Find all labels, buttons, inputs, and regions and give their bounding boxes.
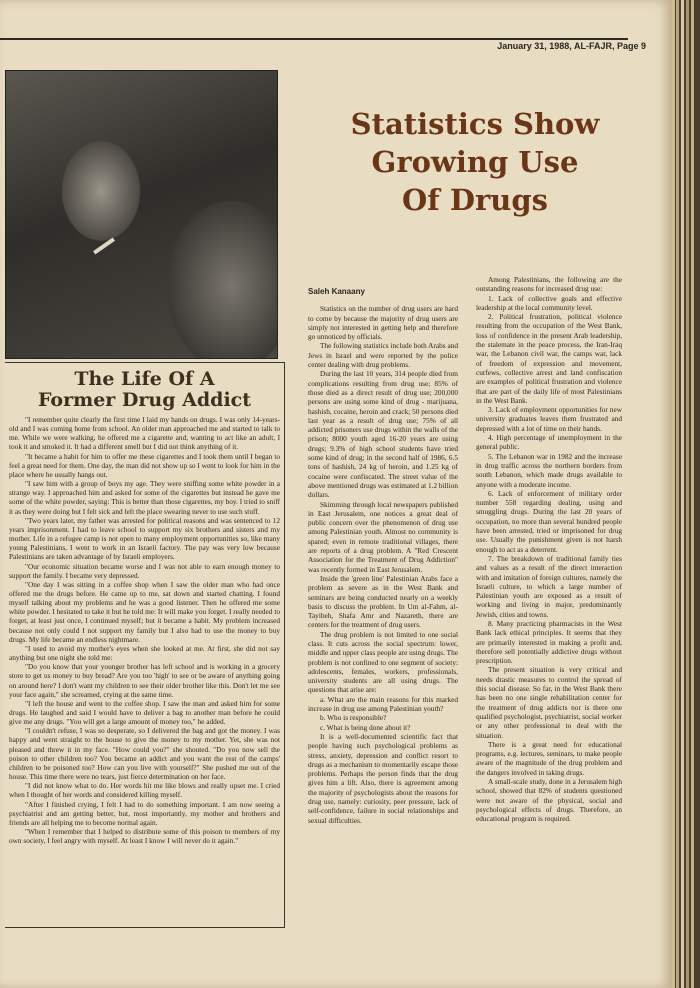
article-paragraph: The following statistics include both Arabs and Jews in Israel and were reported by the police center dealing with drug problems.	[308, 341, 458, 370]
article-paragraph: Statistics on the number of drug users are hard to come by because the majority of drug users are simply not interested in getting help and therefore go unnoticed by officials.	[308, 304, 458, 342]
sidebar-paragraph: "I did not know what to do. Her words hit me like blows and really upset me. I cried when I thought of her words and considered killing myself.	[9, 781, 280, 800]
sidebar-paragraph: "I remember quite clearly the first time I laid my hands on drugs. I was only 14-years-old and I was coming home from school. An older man approached me and started to talk to me. While we were walking, he offered me a cigarette and, wanting to act like an adult, I took it and smoked it. It had a different smell but I did not think anything of it.	[9, 415, 280, 452]
article-paragraph: c. What is being done about it?	[320, 722, 411, 732]
article-paragraph: 3. Lack of employment opportunities for new university graduates leaves them frustrated and depressed with a lot of time on their hands.	[476, 405, 622, 433]
article-paragraph: It is a well-documented scientific fact that people having such psychological problems as stress, anxiety, depression and conflict resort to drugs as a mechanism to momentarily escape those problems. Perhaps the person finds that the drug gives him a lift. Also, there is agreement among the majority of psychologists about the reasons for drug use, namely: curiosity, peer pressure, lack of self-confidence, failure in social relationships and sexual difficulties.	[308, 731, 458, 825]
headline-line-2: Growing Use	[371, 145, 579, 179]
article-paragraph: 2. Political frustration, political violence resulting from the occupation of the West Bank, loss of confidence in the present Arab leadership, the stalemate in the peace process, the Iran-Iraq war, the Lebanon civil war, the camps war, lack of freedom of expression and movement, curfews, collective arrest and land confiscation are examples of political frustration and violence that are part of the daily life of most Palestinians in the West Bank.	[476, 312, 622, 405]
headline-line-3: Of Drugs	[402, 183, 548, 217]
article-paragraph: There is a great need for educational programs, e.g. lectures, seminars, to make people aware of the magnitude of the drug problem and the dangers involved in taking drugs.	[476, 739, 622, 777]
article-paragraph: b. Who is responsible?	[320, 713, 387, 723]
page-edge	[672, 0, 675, 988]
sidebar-paragraph: "One day I was sitting in a coffee shop when I saw the older man who had once offered me the drugs before. He came up to me, sat down and started chatting. I found myself talking about my problems and he was a good listener. Then he offered me some white powder. I hesitated to take it but he told me: It will make you forget. I really needed to forget, at least just once, I continued myself; but it became a habit. My problem increased because not only could I not support my family but I also had to use the money to buy drugs. My life became an endless nightmare.	[9, 579, 280, 644]
sidebar-story	[5, 362, 285, 928]
article-paragraph: a. What are the main reasons for this marked increase in drug use among Palestinian youth?	[308, 694, 458, 714]
article-paragraph: Among Palestinians, the following are the outstanding reasons for increased drug use:	[476, 275, 622, 294]
page-edge	[686, 0, 689, 988]
page-header: January 31, 1988, AL-FAJR, Page 9	[497, 41, 646, 51]
article-paragraph: Skimming through local newspapers published in East Jerusalem, one notices a great deal of public concern over the phenomenon of drug use among Palestinian youth. Almost no community is spared; even in remote traditional villages, there are reports of a drug problem. A "Red Crescent Association for the Treatment of Drug Addiction" was recently formed in East Jerusalem.	[308, 499, 458, 574]
sidebar-body	[5, 415, 284, 845]
cigarette-shape	[93, 237, 115, 254]
article-paragraph: 5. The Lebanon war in 1982 and the increase in drug traffic across the northern borders from south Lebanon, which made drugs available to anyone with a moderate income.	[476, 451, 622, 489]
sidebar-title-line-2: Former Drug Addict	[37, 389, 252, 411]
sidebar-paragraph: "After I finished crying, I felt I had to do something important. I am now seeing a psychiatrist and am getting better, but, most importantly, my mother and brothers and friends are all helping me to become normal again.	[9, 799, 280, 827]
article-paragraph: 1. Lack of collective goals and effective leadership at the local community level.	[476, 293, 622, 312]
headline-line-1: Statistics Show	[350, 107, 600, 141]
page-edge	[676, 0, 679, 988]
sidebar-paragraph: "Do you know that your younger brother has left school and is working in a grocery store to get us money to buy bread? Are you too 'high' to see or be aware of anything going on around here? I don't want my children to see their older brother like this. Don't let me see your face again," she screamed, crying at the same time.	[9, 662, 280, 699]
sidebar-paragraph: "I used to avoid my mother's eyes when she looked at me. At first, she did not say anything but one night she told me:	[9, 643, 280, 663]
article-headline	[300, 105, 650, 219]
page-edge	[691, 0, 694, 988]
article-paragraph: Inside the 'green line' Palestinian Arabs face a problem as severe as in the West Bank and seminars are being conducted nearly on a weekly basis to discuss the problem. In Um al-Fahm, al-Tayibeh, Shafa Amr and Nazareth, there are centers for the treatment of drug users.	[308, 573, 458, 630]
article-paragraph: The drug problem is not limited to one social class. It cuts across the social spectrum: lower, middle and upper class people are using drugs. The problem is not confined to one segment of society: adolescents, females, workers, professionals, university students are all using drugs. The questions that arise are:	[308, 629, 458, 695]
sidebar-paragraph: "When I remember that I helped to distribute some of this poison to members of my own society, I feel angry with myself. At least I know I will never do it again."	[9, 827, 280, 846]
article-paragraph: During the last 10 years, 314 people died from complications resulting from drug use; 85% of those died as a direct result of drug use; 200,000 persons are using some kind of drug - marijuana, hashish, cocaine, heroin and crack; 50 persons died last year as a result of drug use; 75% of all addicted prisoners use drugs within the walls of the prison; 8000 youth aged 16-20 years are using drugs; 9.3% of high school students have tried some kind of drug; in the second half of 1986, 6.5 tons of hashish, 24 kg of heroin, and 1.25 kg of cocaine were confiscated. The street value of the above mentioned drugs was estimated at 1.2 billion dollars.	[308, 369, 458, 500]
article-paragraph: 7. The breakdown of traditional family ties and values as a result of the direct interaction with and imitation of foreign cultures, namely the Israeli culture, to which a large number of Palestinian youth are exposed as a result of working and living in major, predominantly Jewish, cities and towns.	[476, 553, 622, 619]
sidebar-paragraph: "I left the house and went to the coffee shop. I saw the man and asked him for some drugs. He laughed and said I would have to deliver a bag to another man before he could give me any drugs. "You will get a large amount of money too," he added.	[9, 698, 280, 727]
sidebar-paragraph: "Our economic situation became worse and I was not able to earn enough money to support the family. I became very depressed.	[9, 561, 280, 580]
article-paragraph: 4. High percentage of unemployment in the general public.	[476, 433, 622, 452]
sidebar-title-line-1: The Life Of A	[74, 368, 215, 390]
sidebar-paragraph: "I saw him with a group of boys my age. They were sniffing some white powder in a strange way. I approached him and asked for some of the cigarettes but instead he gave me some of the white powder, saying: This is better than those cigarettes, my boy. I tried to sniff it as they were doing but I felt sick and left the place swearing never to use such stuff.	[9, 479, 280, 516]
sidebar-paragraph: "It became a habit for him to offer me these cigarettes and I took them until I began to feel a great need for them. One day, the man did not show up so I went to look for him in the place where he usually hangs out.	[9, 451, 280, 479]
sidebar-paragraph: "Two years later, my father was arrested for political reasons and was sentenced to 12 years imprisonment. I had to leave school to support my six brothers and sisters and my mother. Life in a refugee camp is not open to many employment opportunities so, like many young Palestinians, I went to work in an Israeli factory. The pay was very low because Palestinians are taken advantage of by Israeli employers.	[9, 515, 280, 562]
header-rule	[0, 38, 628, 40]
article-paragraph: 8. Many practicing pharmacists in the West Bank lack ethical principles. It seems that they are primarily interested in making a profit and, therefore sell potentially addictive drugs without prescription.	[476, 618, 622, 666]
sidebar-paragraph: "I couldn't refuse, I was so desperate, so I delivered the bag and got the money. I was happy and went straight to the house to give the money to my mother. Yet, she was not pleased and threw it in my face. "How could you?" she shouted. "Do you now sell the poison to other children too? You became an addict and you want the rest of the camps' children to be poisoned too? How can you live with yourself?" She pushed me out of the house. This time there were no tears, just fierce determination on her face.	[9, 726, 280, 782]
addict-photo	[5, 70, 278, 359]
article-paragraph: The present situation is very critical and needs drastic measures to control the spread of this social disease. So far, in the West Bank there has been no one single rehabilitation center for the treatment of drug addicts nor is there one qualified psychologist, psychiatrist, social worker or any other professional to deal with the situation.	[476, 665, 622, 740]
article-paragraph: A small-scale study, done in a Jerusalem high school, showed that 82% of students questioned were not aware of the physical, social and psychological effects of drugs. Therefore, an educational program is required.	[476, 777, 622, 824]
article-column-1	[308, 287, 458, 927]
article-paragraph: 6. Lack of enforcement of military order number 558 regarding dealing, using and smuggling drugs. During the last 20 years of occupation, no more than several hundred people have been arrested, tried or imprisoned for drug use. Usually the punishment given is not harsh enough to act as a deterrent.	[476, 488, 622, 554]
byline: Saleh Kanaany	[308, 287, 365, 296]
sidebar-title	[5, 369, 284, 411]
page-edge	[681, 0, 684, 988]
article-column-2	[476, 275, 622, 927]
